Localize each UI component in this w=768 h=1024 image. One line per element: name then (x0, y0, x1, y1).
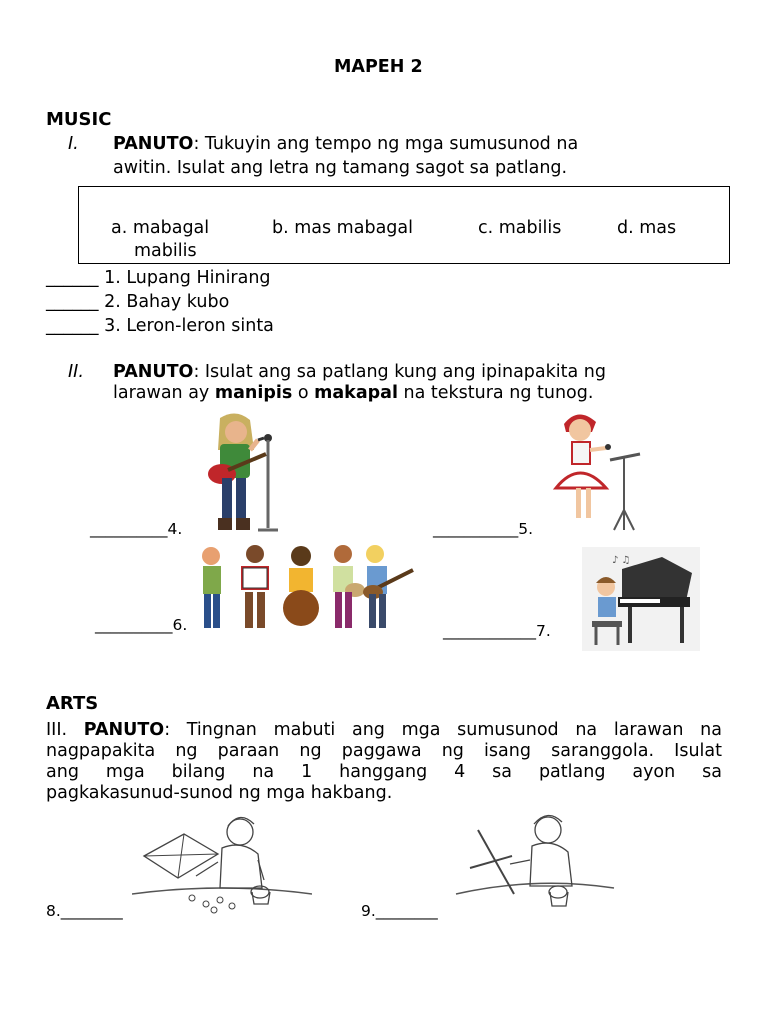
answer-blank[interactable]: ________ (60, 902, 123, 920)
part2-instruction-line2: larawan ay manipis o makapal na tekstura ng tunog. (113, 383, 594, 403)
svg-text:♪ ♫: ♪ ♫ (612, 555, 631, 566)
kite-making-illustration-1 (132, 812, 312, 922)
list-item: ______ 3. Leron-leron sinta (46, 316, 274, 336)
guitarist-illustration (198, 410, 288, 535)
list-item: __________4. (90, 520, 183, 538)
part2-numeral: II. (68, 362, 84, 382)
choice-d: d. mas (617, 218, 677, 238)
page-title: MAPEH 2 (334, 57, 423, 77)
choice-c: c. mabilis (478, 218, 562, 238)
list-item: ___________5. (433, 520, 534, 538)
panuto-label: PANUTO (113, 134, 194, 154)
list-item: 9.________ (361, 902, 438, 920)
arts-instruction-line4: pagkakasunud-sunod ng mga hakbang. (46, 783, 393, 803)
answer-blank[interactable]: ___________ (433, 520, 519, 538)
arts-instruction-line1: III. PANUTO: Tingnan mabuti ang mga sumusunod na larawan na (46, 720, 722, 740)
list-item: 8.________ (46, 902, 123, 920)
music-heading: MUSIC (46, 109, 112, 130)
kite-making-illustration-2 (452, 810, 617, 922)
part1-numeral: I. (68, 134, 79, 154)
arts-instruction-line3: ang mga bilang na 1 hanggang 4 sa patlang ayon sa (46, 762, 722, 782)
part2-instruction-line1: PANUTO: Isulat ang sa patlang kung ang ipinapakita ng (113, 362, 606, 382)
choice-b: b. mas mabagal (272, 218, 413, 238)
part1-instruction-line1: PANUTO: Tukuyin ang tempo ng mga sumusunod na (113, 134, 579, 154)
singer-illustration (548, 410, 648, 535)
list-item: __________6. (95, 616, 188, 634)
band-illustration (195, 542, 417, 634)
list-item: ____________7. (443, 622, 551, 640)
answer-blank[interactable]: ______ (46, 268, 99, 288)
list-item: ______ 1. Lupang Hinirang (46, 268, 271, 288)
part1-instruction-line2: awitin. Isulat ang letra ng tamang sagot sa patlang. (113, 158, 568, 178)
arts-heading: ARTS (46, 693, 99, 714)
list-item: ______ 2. Bahay kubo (46, 292, 230, 312)
answer-blank[interactable]: ________ (375, 902, 438, 920)
answer-blank[interactable]: ______ (46, 292, 99, 312)
choice-a: a. mabagal (111, 218, 210, 238)
answer-blank[interactable]: ______ (46, 316, 99, 336)
choice-d-cont: mabilis (134, 241, 197, 261)
pianist-illustration (582, 547, 700, 651)
answer-blank[interactable]: __________ (95, 616, 173, 634)
answer-blank[interactable]: ____________ (443, 622, 536, 640)
answer-blank[interactable]: __________ (90, 520, 168, 538)
arts-instruction-line2: nagpapakita ng paraan ng paggawa ng isang saranggola. Isulat (46, 741, 722, 761)
